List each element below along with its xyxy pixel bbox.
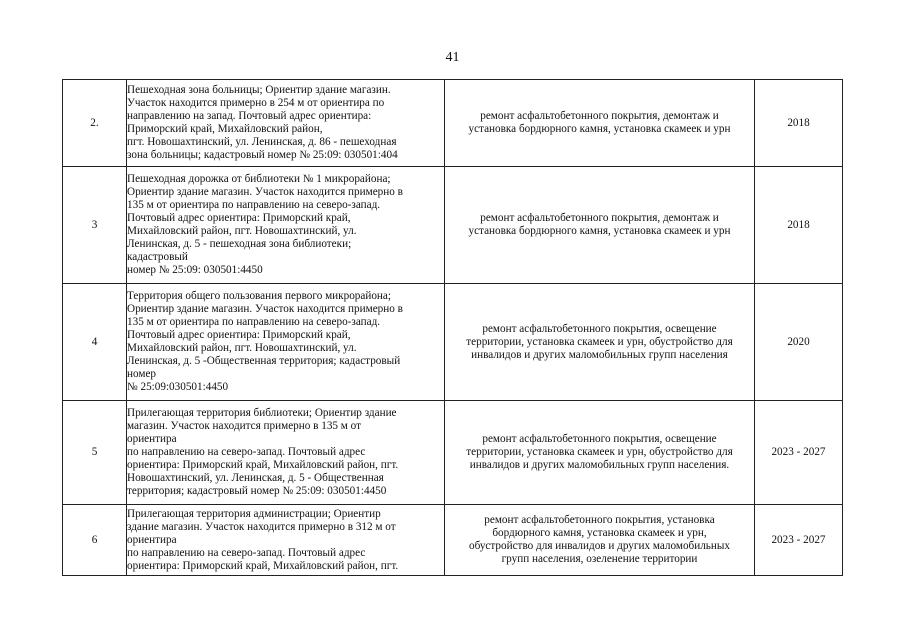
address-cell [127,401,445,505]
year-cell: 2023 - 2027 [755,401,843,505]
work-line: территории, установка скамеек и урн, обустройство для [466,335,733,348]
address-line: № 25:09:030501:4450 [127,381,229,393]
work-description-cell [445,401,755,505]
address-line: Участок находится примерно в 254 м от ориентира по [127,97,385,109]
row-number-cell: 5 [63,401,127,505]
work-line: инвалидов и других маломобильных групп населения [471,348,728,361]
work-description-cell [445,80,755,167]
year-cell: 2020 [755,284,843,401]
year-cell: 2018 [755,167,843,284]
work-line: территории, установка скамеек и урн, обустройство для [466,446,733,458]
address-line: здание магазин. Участок находится примерно в 312 м от [127,520,396,533]
address-line: Прилегающая территория библиотеки; Ориентир здание [127,407,397,419]
row-number-cell: 3 [63,167,127,284]
work-line: ремонт асфальтобетонного покрытия, демонтаж и [480,110,719,122]
address-cell [127,167,445,284]
address-line: 135 м от ориентира по направлению на северо-запад. [127,199,381,211]
address-line: Ленинская, д. 5 -Общественная территория; кадастровый [127,355,401,367]
address-line: Ленинская, д. 5 - пешеходная зона библиотеки; [127,238,352,250]
table-row [63,284,843,401]
address-line: магазин. Участок находится примерно в 135 м от [127,420,362,432]
address-line: ориентира: Приморский край, Михайловский район, пгт. [127,559,399,572]
address-line: территория; кадастровый номер № 25:09: 030501:4450 [127,485,387,497]
address-line: ориентира [127,433,177,445]
row-number-cell: 2. [63,80,127,167]
address-cell [127,505,445,576]
work-description-cell [445,505,755,576]
address-cell [127,80,445,167]
address-cell [127,284,445,401]
address-line: Михайловский район, пгт. Новошахтинский, ул. [127,342,357,354]
address-line: 135 м от ориентира по направлению на северо-запад. [127,316,381,328]
address-line: Ориентир здание магазин. Участок находится примерно в [127,303,403,315]
work-line: ремонт асфальтобетонного покрытия, установка [484,514,715,526]
work-line: обустройство для инвалидов и других маломобильных [468,540,731,552]
improvement-plan-table [62,79,843,576]
address-line: Новошахтинский, ул. Ленинская, д. 5 - Общественная [127,472,384,484]
row-number-cell: 4 [63,284,127,401]
work-description-cell [445,284,755,401]
address-line: ориентира: Приморский край, Михайловский район, пгт. [127,459,399,471]
address-line: кадастровый [127,251,188,263]
address-line: по направлению на северо-запад. Почтовый адрес [127,446,366,458]
address-line: направлению на запад. Почтовый адрес ориентира: [127,110,372,122]
address-line: Прилегающая территория администрации; Ориентир [127,507,381,520]
address-line: Михайловский район, пгт. Новошахтинский, ул. [127,225,357,237]
work-line: установка бордюрного камня, установка скамеек и урн [468,225,731,237]
address-line: Пешеходная зона больницы; Ориентир здание магазин. [127,84,391,96]
address-line: зона больницы; кадастровый номер № 25:09: 030501:404 [127,149,398,161]
work-description-cell [445,167,755,284]
address-line: пгт. Новошахтинский, ул. Ленинская, д. 86 - пешеходная [127,136,397,148]
page-number: 41 [445,50,460,65]
table-row [63,167,843,284]
address-line: по направлению на северо-запад. Почтовый адрес [127,546,366,559]
address-line: Территория общего пользования первого микрорайона; [127,290,391,302]
row-number-cell: 6 [63,505,127,576]
address-line: ориентира [127,533,177,546]
work-line: инвалидов и других маломобильных групп населения. [469,459,730,471]
table-row [63,80,843,167]
table-row [63,401,843,505]
address-line: Почтовый адрес ориентира: Приморский край, [127,329,351,341]
work-line: ремонт асфальтобетонного покрытия, освещение [482,322,717,335]
address-line: номер [127,368,157,380]
work-line: групп населения, озеленение территории [501,553,698,565]
table-body [63,80,843,576]
year-cell: 2023 - 2027 [755,505,843,576]
address-line: Почтовый адрес ориентира: Приморский край, [127,212,351,224]
year-cell: 2018 [755,80,843,167]
table-row [63,505,843,576]
address-line: Ориентир здание магазин. Участок находится примерно в [127,186,403,198]
work-line: установка бордюрного камня, установка скамеек и урн [468,123,731,135]
work-line: бордюрного камня, установка скамеек и урн, [492,527,707,539]
work-line: ремонт асфальтобетонного покрытия, освещение [482,433,717,445]
address-line: номер № 25:09: 030501:4450 [127,264,263,276]
address-line: Приморский край, Михайловский район, [127,123,323,135]
address-line: Пешеходная дорожка от библиотеки № 1 микрорайона; [127,173,391,185]
work-line: ремонт асфальтобетонного покрытия, демонтаж и [480,212,719,224]
